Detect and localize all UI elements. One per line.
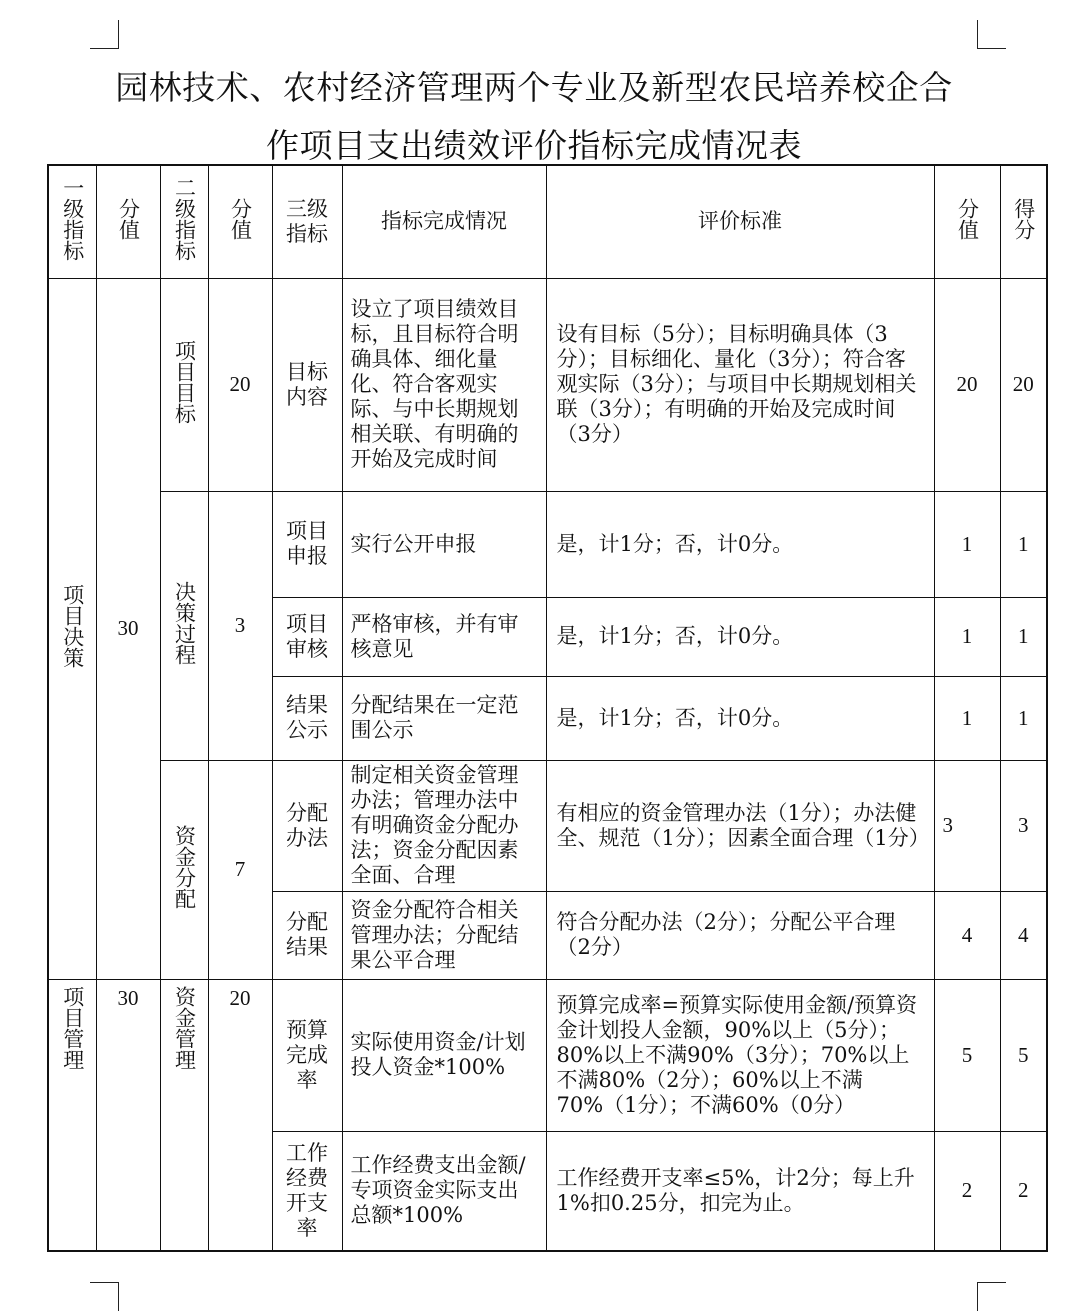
header-score: 分值 <box>934 165 1000 278</box>
criteria-cell: 是，计1分；否，计0分。 <box>546 491 934 597</box>
level2-cell: 项目目标 <box>160 278 208 491</box>
criteria-cell: 预算完成率=预算实际使用金额/预算资金计划投人金额，90%以上（5分）；80%以上不满90%（3分）；70%以上不满80%（2分）；60%以上不满70%（1分）；不满60%（0分） <box>546 979 934 1131</box>
earned-cell: 1 <box>1000 676 1047 760</box>
score-cell: 1 <box>934 491 1000 597</box>
header-level3: 三级指标 <box>272 165 342 278</box>
document-title-line-2: 作项目支出绩效评价指标完成情况表 <box>266 126 802 165</box>
completion-cell: 工作经费支出金额/专项资金实际支出总额*100% <box>342 1131 546 1251</box>
score-cell: 3 <box>934 760 1000 891</box>
table-row <box>48 760 1047 891</box>
header-score2: 分值 <box>208 165 272 278</box>
level2-cell: 资金管理 <box>160 979 208 1251</box>
crop-mark-bottom-left <box>90 1282 119 1311</box>
score2-cell: 3 <box>208 491 272 760</box>
header-level2: 二级指标 <box>160 165 208 278</box>
completion-cell: 制定相关资金管理办法；管理办法中有明确资金分配办法；资金分配因素全面、合理 <box>342 760 546 891</box>
header-completion: 指标完成情况 <box>342 165 546 278</box>
completion-cell: 严格审核，并有审核意见 <box>342 597 546 676</box>
level3-cell: 项目申报 <box>272 491 342 597</box>
level3-cell: 预算完成率 <box>272 979 342 1131</box>
criteria-cell: 有相应的资金管理办法（1分）；办法健全、规范（1分）；因素全面合理（1分） <box>546 760 934 891</box>
level3-cell: 分配办法 <box>272 760 342 891</box>
table-row <box>48 278 1047 491</box>
level1-cell: 项目决策 <box>48 278 96 979</box>
score1-cell: 30 <box>96 979 160 1251</box>
level2-cell: 资金分配 <box>160 760 208 979</box>
earned-cell: 2 <box>1000 1131 1047 1251</box>
completion-cell: 分配结果在一定范围公示 <box>342 676 546 760</box>
score1-cell: 30 <box>96 278 160 979</box>
level3-cell: 分配结果 <box>272 891 342 979</box>
level3-cell: 工作经费开支率 <box>272 1131 342 1251</box>
crop-mark-top-left <box>90 20 119 49</box>
header-level1: 一级指标 <box>48 165 96 278</box>
score-cell: 2 <box>934 1131 1000 1251</box>
level1-cell: 项目管理 <box>48 979 96 1251</box>
crop-mark-top-right <box>977 20 1006 49</box>
level3-cell: 项目审核 <box>272 597 342 676</box>
criteria-cell: 设有目标（5分）；目标明确具体（3分）；目标细化、量化（3分）；符合客观实际（3分）；与项目中长期规划相关联（3分）；有明确的开始及完成时间（3分） <box>546 278 934 491</box>
earned-cell: 5 <box>1000 979 1047 1131</box>
level3-cell: 结果公示 <box>272 676 342 760</box>
header-earned: 得分 <box>1000 165 1047 278</box>
completion-cell: 实际使用资金/计划投人资金*100% <box>342 979 546 1131</box>
completion-cell: 实行公开申报 <box>342 491 546 597</box>
score2-cell: 20 <box>208 979 272 1251</box>
score2-cell: 20 <box>208 278 272 491</box>
table-header-row <box>48 165 1047 278</box>
table-row <box>48 491 1047 597</box>
performance-evaluation-table <box>47 164 1048 1252</box>
level2-cell: 决策过程 <box>160 491 208 760</box>
earned-cell: 20 <box>1000 278 1047 491</box>
score-cell: 1 <box>934 597 1000 676</box>
crop-mark-bottom-right <box>977 1282 1006 1311</box>
score-cell: 5 <box>934 979 1000 1131</box>
header-score1: 分值 <box>96 165 160 278</box>
document-title-line-1: 园林技术、农村经济管理两个专业及新型农民培养校企合 <box>115 68 953 107</box>
score-cell: 20 <box>934 278 1000 491</box>
criteria-cell: 符合分配办法（2分）；分配公平合理（2分） <box>546 891 934 979</box>
criteria-cell: 工作经费开支率≤5%，计2分；每上升1%扣0.25分，扣完为止。 <box>546 1131 934 1251</box>
table-row <box>48 979 1047 1131</box>
criteria-cell: 是，计1分；否，计0分。 <box>546 676 934 760</box>
completion-cell: 资金分配符合相关管理办法；分配结果公平合理 <box>342 891 546 979</box>
completion-cell: 设立了项目绩效目标，且目标符合明确具体、细化量化、符合客观实际、与中长期规划相关联、有明确的开始及完成时间 <box>342 278 546 491</box>
criteria-cell: 是，计1分；否，计0分。 <box>546 597 934 676</box>
earned-cell: 1 <box>1000 491 1047 597</box>
earned-cell: 1 <box>1000 597 1047 676</box>
earned-cell: 4 <box>1000 891 1047 979</box>
header-criteria: 评价标准 <box>546 165 934 278</box>
earned-cell: 3 <box>1000 760 1047 891</box>
level3-cell: 目标内容 <box>272 278 342 491</box>
score-cell: 4 <box>934 891 1000 979</box>
score2-cell: 7 <box>208 760 272 979</box>
score-cell: 1 <box>934 676 1000 760</box>
